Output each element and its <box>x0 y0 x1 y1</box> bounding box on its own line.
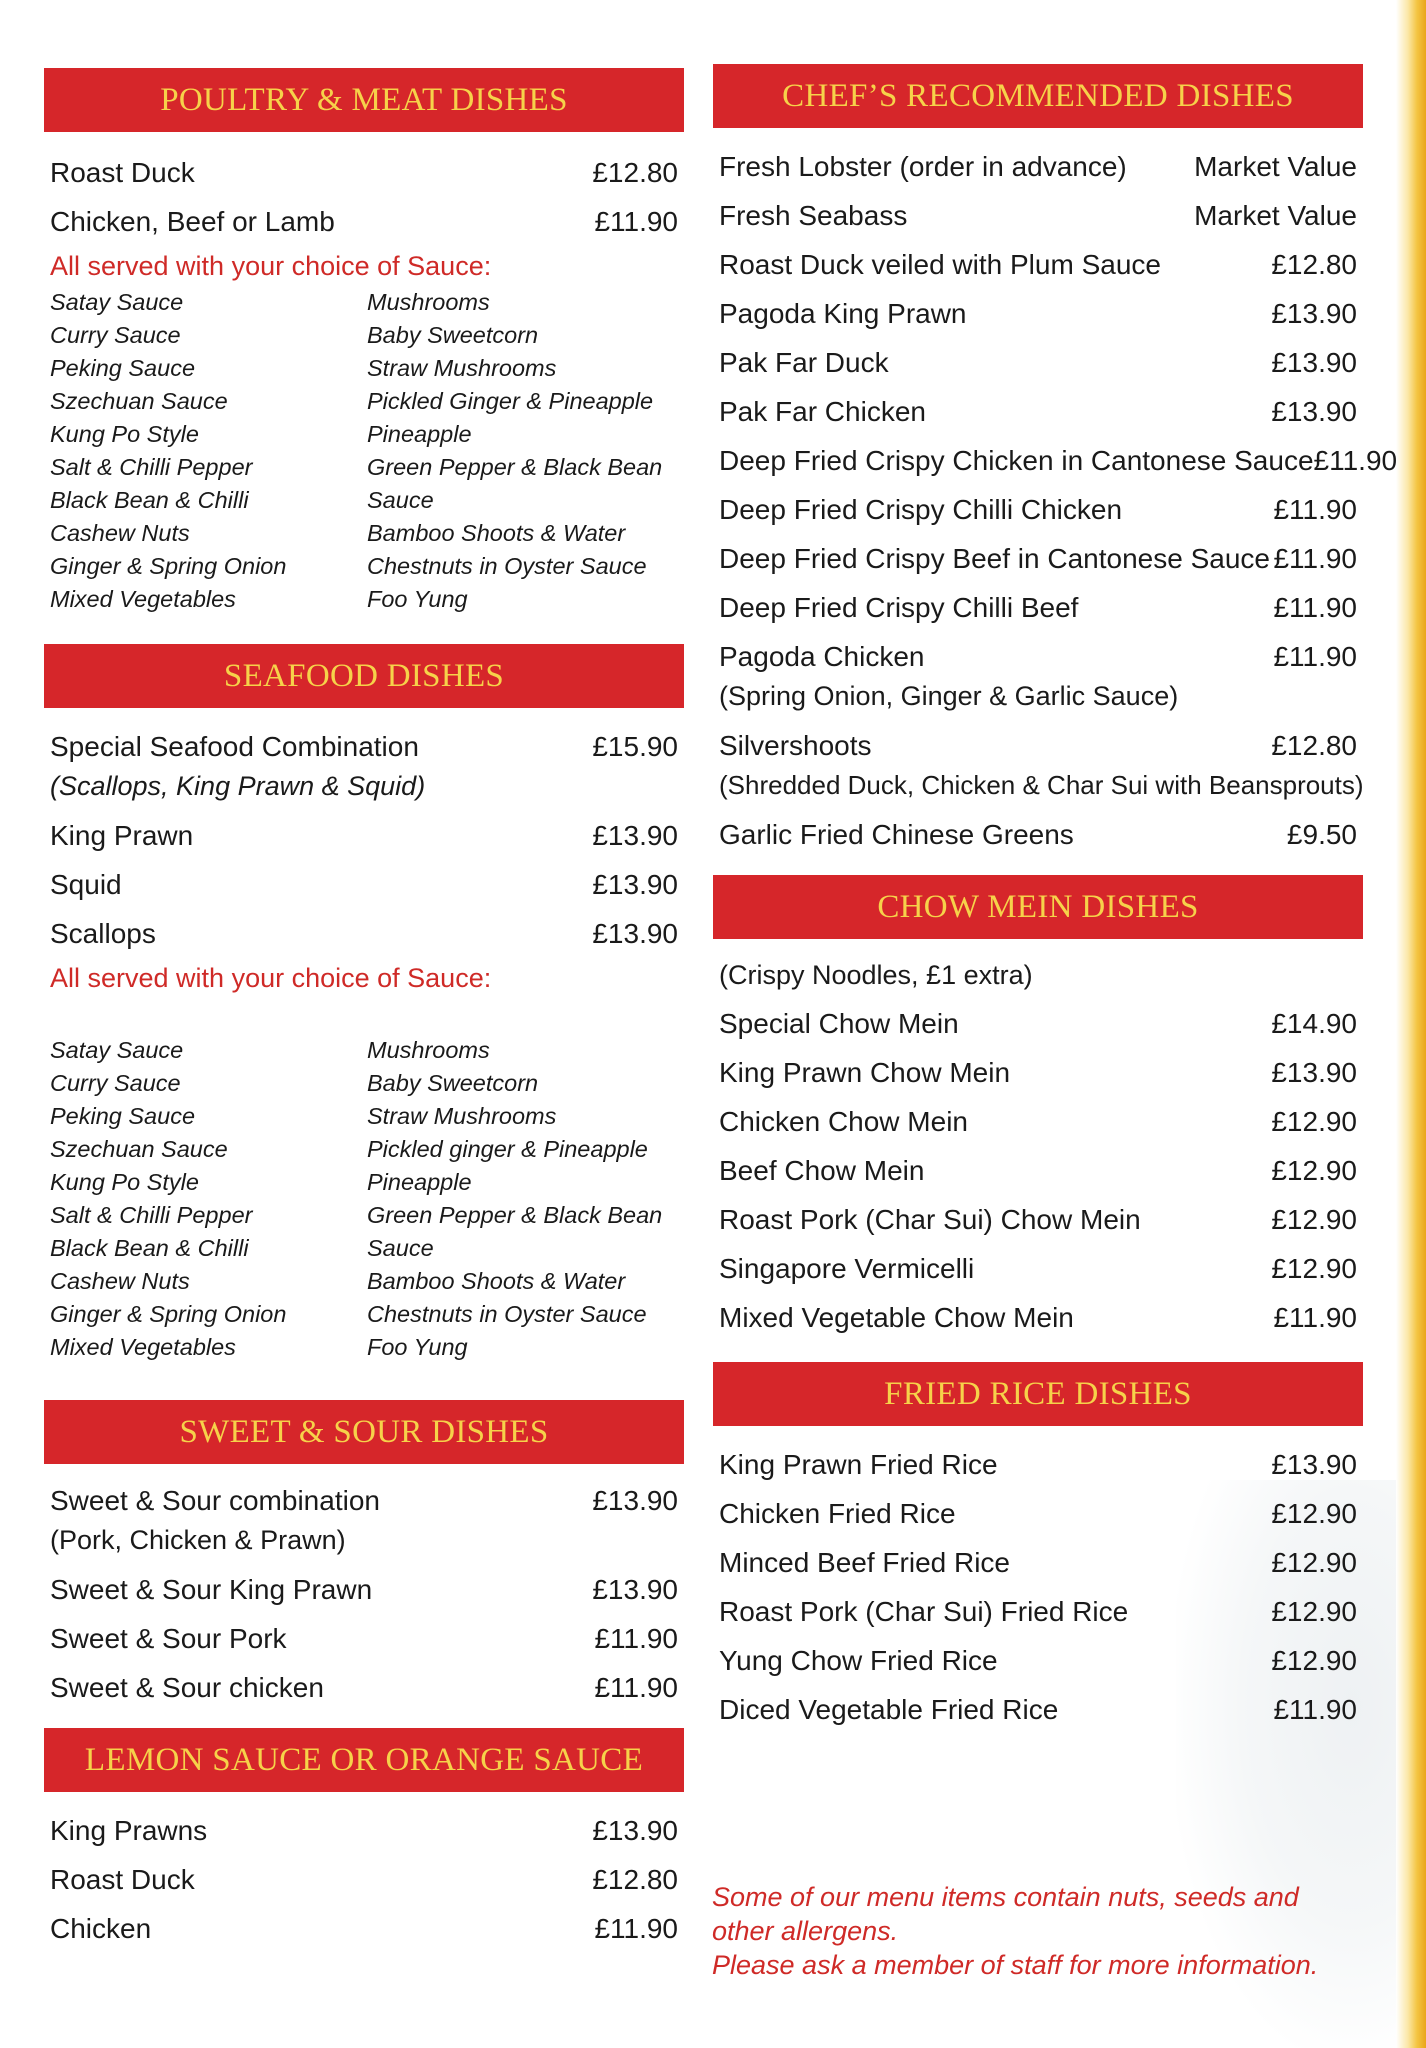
section-heading: CHEF’S RECOMMENDED DISHES <box>713 64 1363 128</box>
item-name: King Prawns <box>50 1815 208 1846</box>
sauce-option: Ginger & Spring Onion <box>50 1301 287 1327</box>
item-name: Sweet & Sour King Prawn <box>50 1574 373 1605</box>
sauce-option: Bamboo Shoots & Water <box>367 520 626 546</box>
sauce-option: Ginger & Spring Onion <box>50 553 287 579</box>
sauce-option: Straw Mushrooms <box>367 355 557 381</box>
item-description: (Scallops, King Prawn & Squid) <box>50 771 426 801</box>
item-name: King Prawn <box>50 820 194 851</box>
item-name: Deep Fried Crispy Chicken in Cantonese Sauce <box>719 445 1314 476</box>
item-price: £13.90 <box>592 820 678 851</box>
item-name: Special Chow Mein <box>719 1008 959 1039</box>
menu-item <box>713 1293 1363 1342</box>
sauce-option: Green Pepper & Black Bean <box>367 454 663 480</box>
sauce-option: Szechuan Sauce <box>50 1136 228 1162</box>
sauce-column-right <box>367 286 684 616</box>
item-price: £11.90 <box>1273 1694 1357 1725</box>
allergy-notice <box>712 1880 1352 1982</box>
item-price: £12.90 <box>1271 1498 1357 1529</box>
item-price: £12.90 <box>1271 1645 1357 1676</box>
item-price: £12.90 <box>1271 1253 1357 1284</box>
menu-item <box>713 387 1363 436</box>
item-name: Scallops <box>50 918 156 949</box>
sauce-option: Sauce <box>367 487 434 513</box>
section-heading: SEAFOOD DISHES <box>44 644 684 708</box>
item-price: £12.80 <box>592 157 678 188</box>
sauce-option: Peking Sauce <box>50 355 196 381</box>
menu-item <box>44 1476 684 1525</box>
item-name: Special Seafood Combination <box>50 731 419 762</box>
menu-item <box>713 632 1363 681</box>
menu-item <box>713 1146 1363 1195</box>
menu-item <box>713 1048 1363 1097</box>
sauce-list <box>44 286 684 616</box>
sauce-option: Curry Sauce <box>50 322 181 348</box>
item-name: Pak Far Chicken <box>719 396 926 427</box>
menu-item <box>44 1806 684 1855</box>
menu-item <box>713 485 1363 534</box>
sauce-column-left <box>50 286 367 616</box>
item-name: Deep Fried Crispy Chilli Beef <box>719 592 1079 623</box>
item-price: £12.80 <box>1271 249 1357 280</box>
item-price: £12.90 <box>1271 1106 1357 1137</box>
sauce-option: Straw Mushrooms <box>367 1103 557 1129</box>
sauce-option: Satay Sauce <box>50 289 184 315</box>
item-price: £11.90 <box>1273 1302 1357 1333</box>
sauce-column-right <box>367 1034 684 1364</box>
item-price: £12.80 <box>592 1864 678 1895</box>
sauce-option: Kung Po Style <box>50 1169 199 1195</box>
sauce-option: Szechuan Sauce <box>50 388 228 414</box>
item-name: Chicken, Beef or Lamb <box>50 206 335 237</box>
item-name: Pak Far Duck <box>719 347 889 378</box>
sauce-option: Pineapple <box>367 421 472 447</box>
menu-item <box>44 1565 684 1614</box>
item-name: King Prawn Chow Mein <box>719 1057 1011 1088</box>
sauce-option: Sauce <box>367 1235 434 1261</box>
item-name: King Prawn Fried Rice <box>719 1449 998 1480</box>
menu-item <box>44 1663 684 1712</box>
section-seafood <box>44 644 684 1364</box>
menu-item <box>713 289 1363 338</box>
sauce-option: Cashew Nuts <box>50 1268 190 1294</box>
menu-item <box>44 1904 684 1953</box>
section-lemon-orange-sauce <box>44 1728 684 1953</box>
item-name: Pagoda King Prawn <box>719 298 967 329</box>
item-name: Yung Chow Fried Rice <box>719 1645 998 1676</box>
menu-item <box>713 142 1363 191</box>
item-name: Sweet & Sour chicken <box>50 1672 324 1703</box>
item-price: Market Value <box>1194 151 1357 182</box>
item-name: Roast Duck <box>50 1864 195 1895</box>
section-heading: POULTRY & MEAT DISHES <box>44 68 684 132</box>
sauce-option: Black Bean & Chilli <box>50 487 249 513</box>
allergy-line: other allergens. <box>712 1916 899 1946</box>
item-name: Mixed Vegetable Chow Mein <box>719 1302 1074 1333</box>
item-price: £13.90 <box>592 918 678 949</box>
sauce-option: Pickled Ginger & Pineapple <box>367 388 654 414</box>
sauce-option: Mixed Vegetables <box>50 586 236 612</box>
menu-item <box>713 1097 1363 1146</box>
menu-item <box>713 436 1398 485</box>
item-name: Silvershoots <box>719 730 872 761</box>
item-name: Chicken Fried Rice <box>719 1498 956 1529</box>
item-name: Sweet & Sour combination <box>50 1485 380 1516</box>
menu-item <box>713 1636 1363 1685</box>
right-column <box>713 64 1398 1734</box>
allergy-line: Some of our menu items contain nuts, seeds and <box>712 1882 1299 1912</box>
sauce-option: Mushrooms <box>367 289 490 315</box>
item-price: £13.90 <box>1271 1449 1357 1480</box>
item-price: Market Value <box>1194 200 1357 231</box>
item-name: Singapore Vermicelli <box>719 1253 975 1284</box>
section-note: (Crispy Noodles, £1 extra) <box>719 960 1033 990</box>
menu-item <box>44 1855 684 1904</box>
item-price: £11.90 <box>594 206 678 237</box>
sauce-option: Black Bean & Chilli <box>50 1235 249 1261</box>
decorative-gold-edge <box>1396 0 1426 2048</box>
menu-item <box>713 1538 1363 1587</box>
item-price: £13.90 <box>1271 396 1357 427</box>
item-description: (Pork, Chicken & Prawn) <box>50 1525 346 1555</box>
section-sweet-sour <box>44 1400 684 1712</box>
item-name: Deep Fried Crispy Chilli Chicken <box>719 494 1123 525</box>
item-name: Squid <box>50 869 122 900</box>
left-column <box>44 68 684 1953</box>
menu-item <box>713 1440 1363 1489</box>
sauce-option: Baby Sweetcorn <box>367 1070 539 1096</box>
menu-item <box>713 534 1363 583</box>
section-heading: LEMON SAUCE OR ORANGE SAUCE <box>44 1728 684 1792</box>
item-price: £11.90 <box>1273 494 1357 525</box>
sauce-option: Mixed Vegetables <box>50 1334 236 1360</box>
sauce-note: All served with your choice of Sauce: <box>50 251 492 281</box>
sauce-option: Salt & Chilli Pepper <box>50 1202 253 1228</box>
item-price: £12.90 <box>1271 1596 1357 1627</box>
sauce-option: Foo Yung <box>367 586 468 612</box>
item-price: £11.90 <box>1313 445 1398 476</box>
item-name: Pagoda Chicken <box>719 641 925 672</box>
item-name: Garlic Fried Chinese Greens <box>719 819 1074 850</box>
item-price: £13.90 <box>1271 1057 1357 1088</box>
item-name: Fresh Lobster (order in advance) <box>719 151 1127 182</box>
item-name: Roast Pork (Char Sui) Chow Mein <box>719 1204 1141 1235</box>
menu-item <box>713 191 1363 240</box>
sauce-option: Curry Sauce <box>50 1070 181 1096</box>
item-price: £11.90 <box>594 1672 678 1703</box>
item-price: £13.90 <box>1271 298 1357 329</box>
section-chefs-recommended <box>713 64 1398 859</box>
item-name: Roast Duck <box>50 157 195 188</box>
section-heading: CHOW MEIN DISHES <box>713 875 1363 939</box>
sauce-option: Green Pepper & Black Bean <box>367 1202 663 1228</box>
menu-item <box>713 240 1363 289</box>
item-name: Deep Fried Crispy Beef in Cantonese Sauce <box>719 543 1270 574</box>
menu-item <box>713 1195 1363 1244</box>
item-name: Diced Vegetable Fried Rice <box>719 1694 1059 1725</box>
item-price: £11.90 <box>1273 543 1357 574</box>
item-price: £13.90 <box>1271 347 1357 378</box>
menu-item <box>44 1614 684 1663</box>
sauce-option: Bamboo Shoots & Water <box>367 1268 626 1294</box>
section-poultry-meat <box>44 68 684 616</box>
item-description: (Spring Onion, Ginger & Garlic Sauce) <box>719 681 1179 711</box>
menu-item <box>713 999 1363 1048</box>
menu-item <box>44 148 684 197</box>
item-price: £13.90 <box>592 1574 678 1605</box>
item-price: £11.90 <box>1273 592 1357 623</box>
item-name: Roast Duck veiled with Plum Sauce <box>719 249 1161 280</box>
sauce-note: All served with your choice of Sauce: <box>50 963 492 993</box>
menu-item <box>713 810 1363 859</box>
item-name: Fresh Seabass <box>719 200 908 231</box>
sauce-option: Pineapple <box>367 1169 472 1195</box>
menu-item <box>713 1685 1363 1734</box>
item-price: £11.90 <box>1273 641 1357 672</box>
item-price: £13.90 <box>592 1815 678 1846</box>
section-heading: SWEET & SOUR DISHES <box>44 1400 684 1464</box>
menu-item <box>713 338 1363 387</box>
item-price: £12.90 <box>1271 1155 1357 1186</box>
sauce-option: Mushrooms <box>367 1037 490 1063</box>
item-price: £12.90 <box>1271 1547 1357 1578</box>
item-price: £12.90 <box>1271 1204 1357 1235</box>
item-price: £13.90 <box>592 869 678 900</box>
sauce-option: Baby Sweetcorn <box>367 322 539 348</box>
item-price: £11.90 <box>594 1913 678 1944</box>
sauce-option: Foo Yung <box>367 1334 468 1360</box>
item-name: Minced Beef Fried Rice <box>719 1547 1011 1578</box>
item-price: £14.90 <box>1271 1008 1357 1039</box>
item-name: Roast Pork (Char Sui) Fried Rice <box>719 1596 1129 1627</box>
menu-item <box>713 1489 1363 1538</box>
allergy-line: Please ask a member of staff for more information. <box>712 1950 1319 1980</box>
item-price: £15.90 <box>592 731 678 762</box>
sauce-option: Chestnuts in Oyster Sauce <box>367 1301 647 1327</box>
menu-item <box>44 860 684 909</box>
item-price: £13.90 <box>592 1485 678 1516</box>
sauce-column-left <box>50 1034 367 1364</box>
sauce-list <box>44 1034 684 1364</box>
sauce-option: Salt & Chilli Pepper <box>50 454 253 480</box>
menu-item <box>44 197 684 246</box>
menu-item <box>713 1244 1363 1293</box>
sauce-option: Satay Sauce <box>50 1037 184 1063</box>
item-price: £11.90 <box>594 1623 678 1654</box>
section-chow-mein <box>713 875 1363 1342</box>
menu-item <box>713 721 1363 770</box>
item-name: Beef Chow Mein <box>719 1155 925 1186</box>
menu-item <box>713 1587 1363 1636</box>
sauce-option: Kung Po Style <box>50 421 199 447</box>
sauce-option: Peking Sauce <box>50 1103 196 1129</box>
item-name: Chicken <box>50 1913 152 1944</box>
menu-item <box>44 722 684 771</box>
item-price: £9.50 <box>1286 819 1357 850</box>
sauce-option: Chestnuts in Oyster Sauce <box>367 553 647 579</box>
sauce-option: Cashew Nuts <box>50 520 190 546</box>
sauce-option: Pickled ginger & Pineapple <box>367 1136 648 1162</box>
item-price: £12.80 <box>1271 730 1357 761</box>
menu-item <box>44 909 684 958</box>
item-description: (Shredded Duck, Chicken & Char Sui with Beansprouts) <box>719 770 1364 800</box>
section-fried-rice <box>713 1362 1363 1734</box>
item-name: Chicken Chow Mein <box>719 1106 968 1137</box>
menu-item <box>713 583 1363 632</box>
section-heading: FRIED RICE DISHES <box>713 1362 1363 1426</box>
item-name: Sweet & Sour Pork <box>50 1623 287 1654</box>
menu-item <box>44 811 684 860</box>
